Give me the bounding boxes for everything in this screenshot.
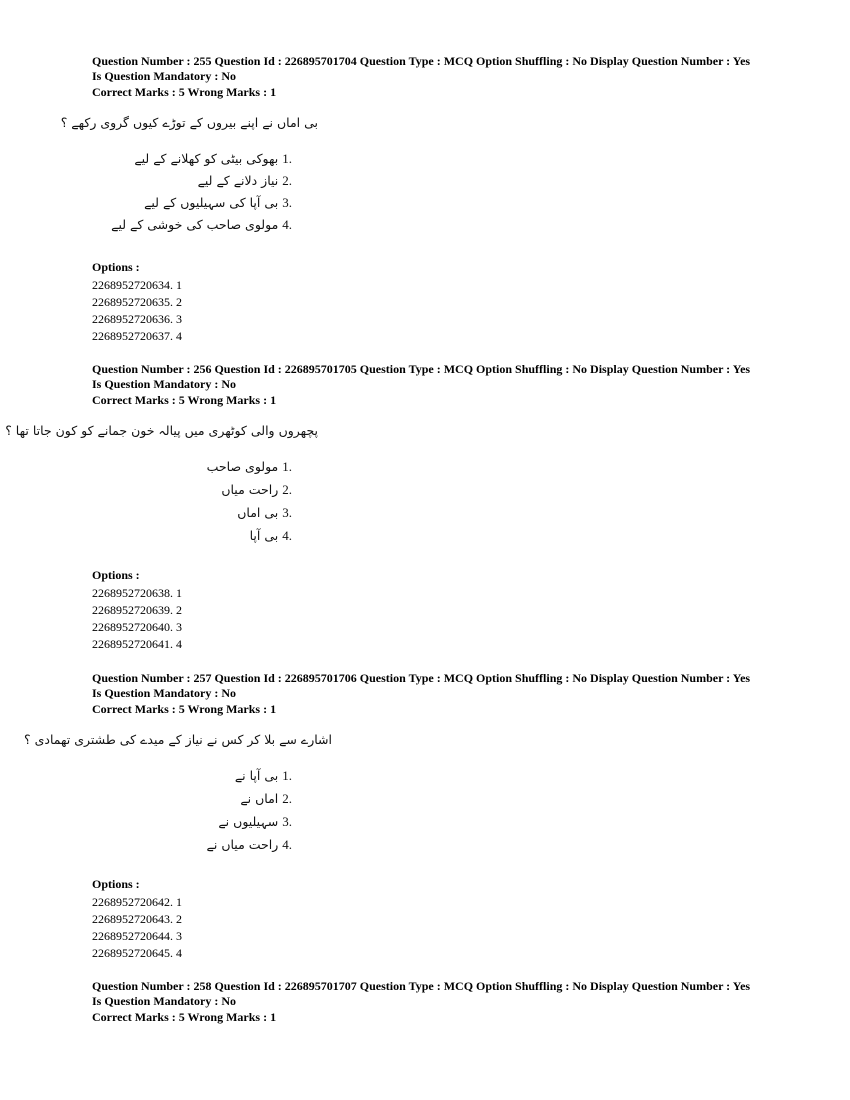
choice-text: بی آپا [249, 528, 279, 543]
choice-3 [237, 504, 292, 522]
choice-4 [111, 216, 292, 234]
option-item: 2268952720642. 1 [92, 895, 182, 909]
question-meta: Question Number : 257 Question Id : 226895701706 Question Type : MCQ Option Shuffling : No Display Question Number : Yes Is Question Mandatory : No [92, 671, 751, 700]
choice-text: سہیلیوں نے [218, 814, 279, 829]
choice-4 [250, 527, 292, 545]
question-image [5, 408, 762, 543]
choice-1 [134, 150, 292, 168]
option-item: 2268952720634. 1 [92, 278, 182, 292]
question-meta: Question Number : 258 Question Id : 226895701707 Question Type : MCQ Option Shuffling : No Display Question Number : Yes Is Question Mandatory : No [92, 979, 751, 1008]
question-256 [5, 362, 762, 653]
choice-1 [207, 458, 292, 476]
choice-text: راحت میاں [221, 482, 279, 497]
question-stem: بی اماں نے اپنے بیروں کے توڑے کیوں گروی رکھے ؟ [60, 115, 318, 130]
choice-number: 1. [282, 151, 292, 166]
choice-3 [144, 194, 292, 212]
question-257 [24, 671, 762, 962]
question-meta: Question Number : 256 Question Id : 226895701705 Question Type : MCQ Option Shuffling : No Display Question Number : Yes Is Question Mandatory : No [92, 362, 751, 391]
question-image [60, 100, 762, 232]
choice-3 [218, 813, 292, 831]
question-258 [92, 979, 762, 1025]
question-image [24, 717, 762, 852]
option-item: 2268952720635. 2 [92, 295, 182, 309]
choice-number: 4. [282, 837, 292, 852]
options-label: Options : [92, 260, 140, 274]
question-meta: Question Number : 255 Question Id : 226895701704 Question Type : MCQ Option Shuffling : No Display Question Number : Yes Is Question Mandatory : No [92, 54, 751, 83]
question-stem: پچھروں والی کوٹھری میں پیالہ خون جمانے کو کون جاتا تھا ؟ [5, 423, 318, 438]
choice-number: 3. [282, 505, 292, 520]
choice-text: نیاز دلانے کے لیے [197, 173, 279, 188]
question-marks: Correct Marks : 5 Wrong Marks : 1 [92, 702, 277, 716]
choice-number: 3. [282, 814, 292, 829]
question-marks: Correct Marks : 5 Wrong Marks : 1 [92, 1010, 277, 1024]
options-label: Options : [92, 568, 140, 582]
choice-number: 2. [282, 173, 292, 188]
question-255 [60, 54, 762, 345]
choice-text: راحت میاں نے [206, 837, 279, 852]
option-item: 2268952720640. 3 [92, 620, 182, 634]
choice-number: 2. [282, 791, 292, 806]
question-marks: Correct Marks : 5 Wrong Marks : 1 [92, 85, 277, 99]
choice-text: اماں نے [240, 791, 279, 806]
question-marks: Correct Marks : 5 Wrong Marks : 1 [92, 393, 277, 407]
option-item: 2268952720639. 2 [92, 603, 182, 617]
option-item: 2268952720643. 2 [92, 912, 182, 926]
option-item: 2268952720636. 3 [92, 312, 182, 326]
choice-number: 1. [282, 459, 292, 474]
choice-4 [207, 836, 292, 854]
choice-2 [221, 481, 292, 499]
choice-1 [235, 767, 292, 785]
choice-number: 2. [282, 482, 292, 497]
choice-number: 3. [282, 195, 292, 210]
choice-text: بی آپا کی سہیلیوں کے لیے [144, 195, 279, 210]
choice-text: مولوی صاحب کی خوشی کے لیے [111, 217, 279, 232]
option-item: 2268952720645. 4 [92, 946, 182, 960]
option-item: 2268952720637. 4 [92, 329, 182, 343]
options-label: Options : [92, 877, 140, 891]
option-item: 2268952720638. 1 [92, 586, 182, 600]
option-item: 2268952720641. 4 [92, 637, 182, 651]
choice-2 [198, 172, 292, 190]
choice-number: 4. [282, 528, 292, 543]
choice-text: بی آپا نے [234, 768, 279, 783]
choice-text: مولوی صاحب [206, 459, 279, 474]
option-item: 2268952720644. 3 [92, 929, 182, 943]
choice-text: بی اماں [237, 505, 279, 520]
choice-text: بھوکی بیٹی کو کھلانے کے لیے [134, 151, 279, 166]
choice-number: 4. [282, 217, 292, 232]
choice-number: 1. [282, 768, 292, 783]
choice-2 [240, 790, 292, 808]
question-stem: اشارے سے بلا کر کس نے نیاز کے میدے کی طشتری تھمادی ؟ [24, 732, 332, 747]
